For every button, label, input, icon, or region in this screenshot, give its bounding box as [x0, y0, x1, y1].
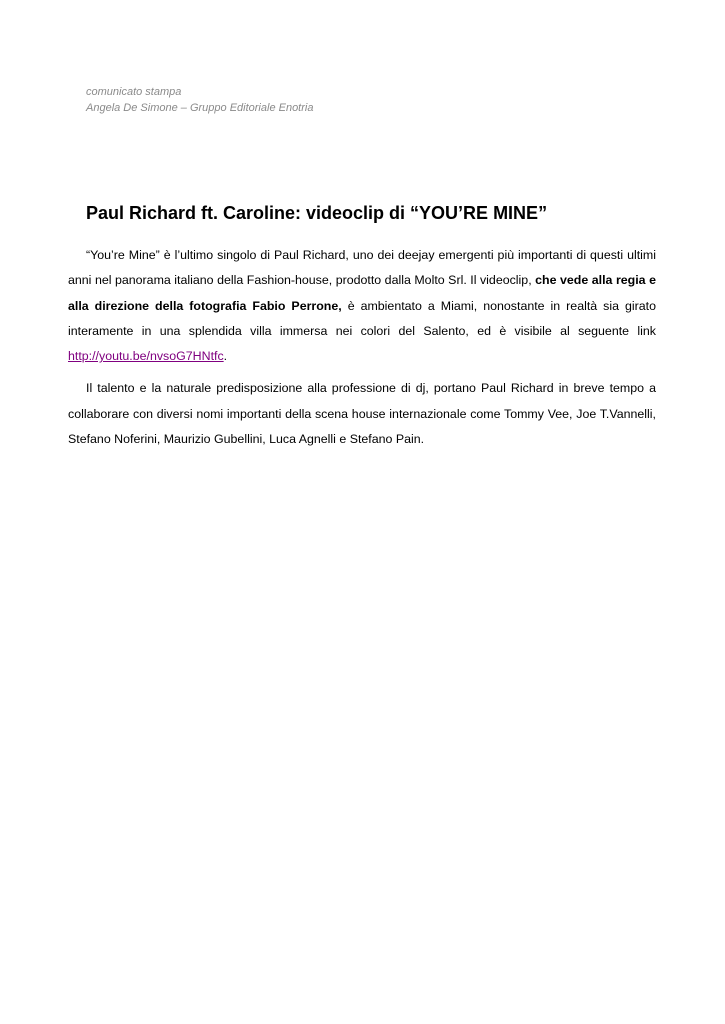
- paragraph-1: [68, 243, 656, 369]
- header-author: Angela De Simone – Gruppo Editoriale Enotria: [86, 102, 314, 114]
- paragraph-1-bold: che vede alla regia e alla direzione della fotografia Fabio Perrone,: [68, 273, 656, 313]
- paragraph-1-text-c: .: [223, 349, 228, 364]
- paragraph-1-text-a: “You’re Mine” è l’ultimo singolo di Paul Richard, uno dei deejay emergenti più importanti di questi ultimi anni nel panorama italiano della Fashion-house, prodotto dalla Molto Srl. Il videoclip,: [68, 248, 656, 288]
- youtube-link[interactable]: http://youtu.be/nvsoG7HNtfc: [68, 349, 224, 364]
- press-release-header: [86, 84, 646, 116]
- paragraph-1-text-b: è ambientato a Miami, nonostante in realtà sia girato interamente in una splendida villa immersa nei colori del Salento, ed è visibile al seguente link: [68, 298, 656, 338]
- document-title: Paul Richard ft. Caroline: videoclip di “YOU’RE MINE”: [86, 203, 548, 223]
- paragraph-2: Il talento e la naturale predisposizione alla professione di dj, portano Paul Richard in breve tempo a collaborare con diversi nomi importanti della scena house internazionale come Tommy Vee, Joe T.Vannelli, Stefano Noferini, Maurizio Gubellini, Luca Agnelli e Stefano Pain.: [68, 381, 656, 447]
- header-label: comunicato stampa: [86, 86, 182, 98]
- document-body: [68, 243, 656, 459]
